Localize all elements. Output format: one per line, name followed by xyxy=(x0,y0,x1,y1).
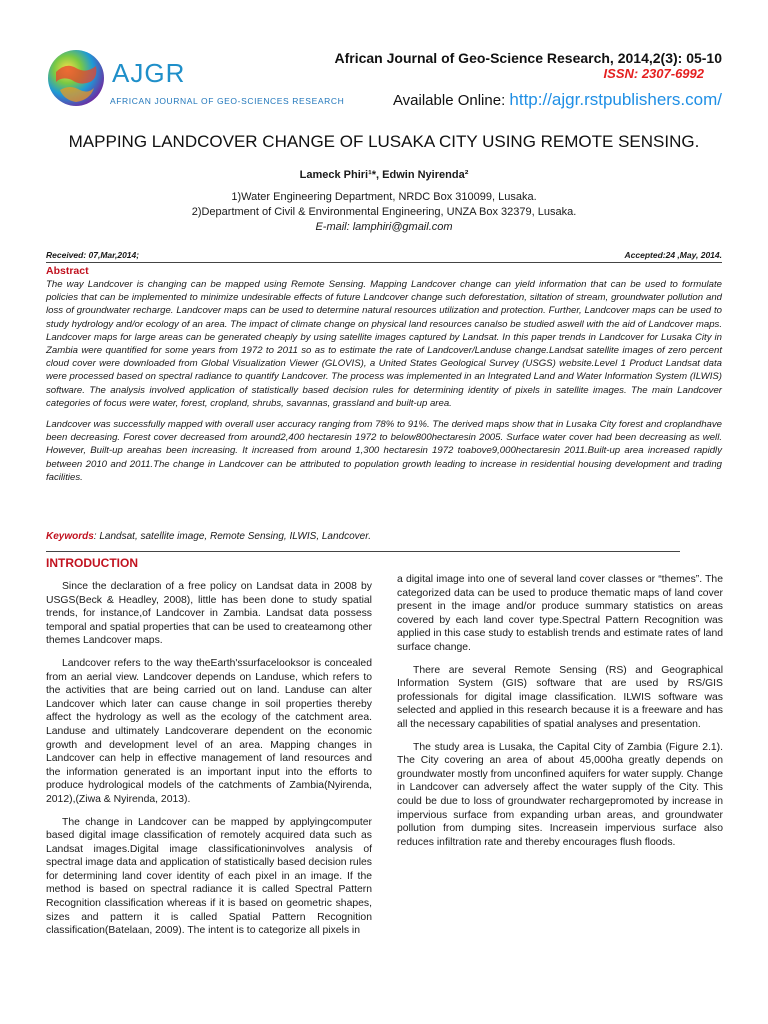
divider xyxy=(46,262,722,263)
abstract-paragraph: Landcover was successfully mapped with overall user accuracy ranging from 78% to 91%. The derived maps show that in Lusaka City forest and croplandhave been decreasing. Forest cover decreased from around2,400 hectaresin 1972 to below800hectaresin 2005. Surface water cover had been decreasing as well. However, Built-up areahas been increasing. It increased from around 1,300 hectaresin 1972 toabove9,000hectaresin 2011.Built-up area increased rapidly between 2010 and 2011.The change in Landcover can be attributed to population growth leading to increase in residential housing development and trading facilities. xyxy=(46,419,722,483)
author-email: E-mail: lamphiri@gmail.com xyxy=(315,221,453,233)
body-paragraph: Landcover refers to the way theEarth'ssurfacelooksor is concealed from an aerial view. Landcover depends on Landuse, which refers to the activities that are being carried out on land. Landuse can alter Landcover which later can cause change in soil properties thereby affect the hydrology as well as the ecology of the catchment area. Landuse and ultimately Landcoverare dependent on the economic growth and development level of an area. Mapping changes in Landcover can help in effective management of land resources and the information generated is an important input into the efforts to produce hydrological models of the catchments of Zambia(Nyirenda, 2012),(Ziwa & Nyirenda, 2013). xyxy=(46,657,372,805)
body-paragraph: The study area is Lusaka, the Capital City of Zambia (Figure 2.1). The City covering an area of about 45,000ha greatly depends on groundwater mostly from unconfined aquifers for water supply. Change in Landcover can adversely affect the water supply of the City. This could be due to loss of groundwater rechargepromoted by increase in impervious surface from expanding urban areas, and groundwater pollution from dumping sites. Increasein impervious surface also reduces infiltration rate and thereby encourages flush floods. xyxy=(397,741,723,848)
affiliation-1: 1)Water Engineering Department, NRDC Box 310099, Lusaka. xyxy=(231,191,537,203)
journal-url-link[interactable]: http://ajgr.rstpublishers.com/ xyxy=(509,90,722,109)
body-paragraph: There are several Remote Sensing (RS) and Geographical Information System (GIS) software that are used by RS/GIS professionals for digital image classification. ILWIS software was selected and applied in this research because it is a freeware and has all the necessary capabilities of spatial analyses and presentation. xyxy=(397,664,723,730)
keywords xyxy=(46,531,371,542)
keywords-label: Keywords xyxy=(46,531,94,542)
article-title: MAPPING LANDCOVER CHANGE OF LUSAKA CITY USING REMOTE SENSING. xyxy=(68,132,700,151)
logo-subtitle: AFRICAN JOURNAL OF GEO-SCIENCES RESEARCH xyxy=(110,96,345,106)
journal-citation: African Journal of Geo-Science Research, 2014,2(3): 05-10 xyxy=(334,50,722,66)
available-online xyxy=(393,90,722,110)
logo-wordmark: AJGR xyxy=(112,58,186,88)
globe-logo-icon xyxy=(46,48,106,108)
body-paragraph: Since the declaration of a free policy on Landsat data in 2008 by USGS(Beck & Headley, 2008), little has been done to study spatial trends, for instance,of Landcover in Zambia. Landsat data possess temporal and spatial properties that can be used to createamong other themes Landcover maps. xyxy=(46,581,372,647)
received-date: Received: 07,Mar,2014; xyxy=(46,250,140,260)
body-paragraph: a digital image into one of several land cover classes or “themes”. The categorized data can be used to produce thematic maps of land cover present in the image and/or produce summary statistics on areas covered by each land cover type.Spectral Pattern Recognition was applied in this case study to establish trends and estimate rates of land surface change. xyxy=(397,574,723,653)
divider xyxy=(46,551,680,552)
dates-row xyxy=(46,250,722,260)
accepted-date: Accepted:24 ,May, 2014. xyxy=(624,250,722,260)
left-column xyxy=(46,580,372,947)
abstract-paragraph: The way Landcover is changing can be mapped using Remote Sensing. Mapping Landcover change can yield information that can be used to formulate policies that can be implemented to minimize undesirable effects of future Landcover change such deforestation, siltation of stream, groundwater pollution and loss of groundwater recharge. Landcover maps can be used to determine natural resources utilization and protection. Further, Landcover maps can be used to study hydrology and/or ecology of an area. The impact of climate change on physical land resources canalso be studied aswell with the aid of Landcover maps. Landcover maps for large areas can be generated cheaply by using satellite images captured by Landsat. In this paper trends in Landcover for Lusaka City in Zambia were quantified for some years from 1972 to 2011 so as to estimate the rate of Landcover/Landuse change.Landsat satellite images of zero percent cloud cover were downloaded from Global Visualization Viewer (GLOVIS), a United States Geological Survey (USGS) website.Level 1 Product Landsat data were processed based on spectral radiance to quantify Landcover. The process was implemented in an Integrated Land and Water Information System (ILWIS) software. The analysis involved application of statistically based decision rules for determining identity of pixels in satellite images. The main Landcover categories of focus were water, forest, cropland, shrubs, savannas, grassland and built-up area. xyxy=(46,279,722,409)
body-paragraph: The change in Landcover can be mapped by applyingcomputer based digital image classification of remotely acquired data such as Landsat images.Digital image classificationinvolves analysis of spectral image data and application of statistically based decision rules for determining land cover identity of each pixel in an image. If the method is based on spectral radiance it is called Spectral Pattern Recognition classification whereas if it is based on geometric shapes, sizes and pattern it is called Spatial Pattern Recognition classification(Batelaan, 2009). The intent is to categorize all pixels in xyxy=(46,816,372,937)
abstract-body xyxy=(46,278,722,492)
abstract-heading: Abstract xyxy=(46,265,89,277)
introduction-heading: INTRODUCTION xyxy=(46,556,138,570)
available-label: Available Online: xyxy=(392,92,510,109)
issn: ISSN: 2307-6992 xyxy=(603,66,704,81)
affiliation-2: 2)Department of Civil & Environmental Engineering, UNZA Box 32379, Lusaka. xyxy=(191,206,577,218)
right-column xyxy=(397,573,723,858)
authors: Lameck Phiri¹*, Edwin Nyirenda² xyxy=(299,169,469,181)
keywords-text: : Landsat, satellite image, Remote Sensing, ILWIS, Landcover. xyxy=(93,531,371,542)
